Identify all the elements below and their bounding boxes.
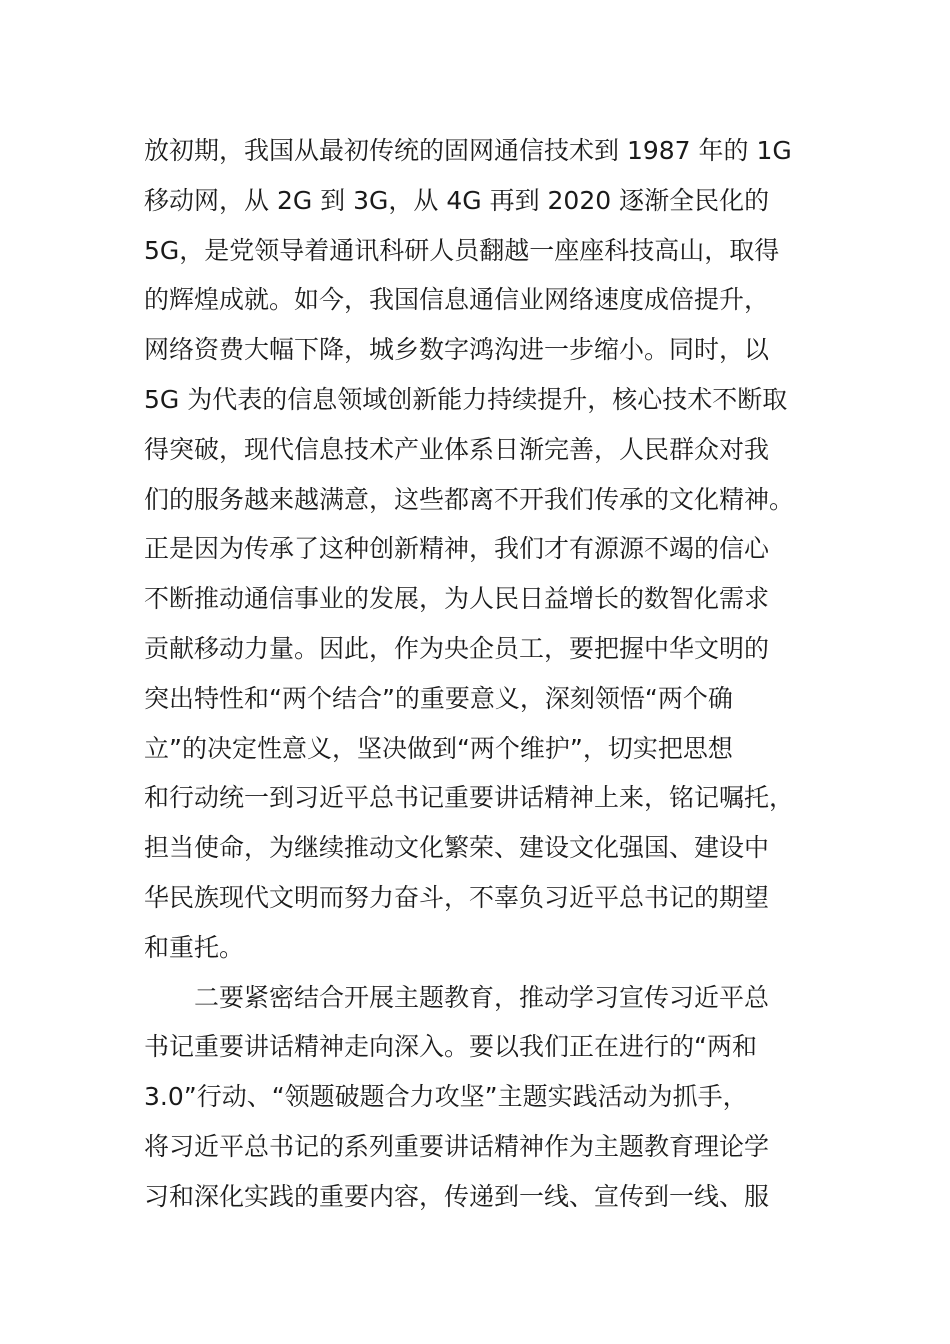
text-line: 突出特性和“两个结合”的重要意义，深刻领悟“两个确 — [144, 683, 733, 713]
text-line: 习和深化实践的重要内容，传递到一线、宣传到一线、服 — [144, 1181, 770, 1211]
text-line: 二要紧密结合开展主题教育，推动学习宣传习近平总 — [144, 982, 770, 1012]
text-line: 5G 为代表的信息领域创新能力持续提升，核心技术不断取 — [144, 384, 788, 414]
text-line: 书记重要讲话精神走向深入。要以我们正在进行的“两和 — [144, 1032, 757, 1062]
text-line: 和重托。 — [144, 932, 245, 962]
text-line: 得突破，现代信息技术产业体系日渐完善，人民群众对我 — [144, 434, 770, 464]
text-line: 们的服务越来越满意，这些都离不开我们传承的文化精神。 — [144, 484, 795, 514]
text-line: 放初期，我国从最初传统的固网通信技术到 1987 年的 1G — [144, 136, 792, 165]
text-line: 华民族现代文明而努力奋斗，不辜负习近平总书记的期望 — [144, 882, 770, 912]
text-line: 贡献移动力量。因此，作为央企员工，要把握中华文明的 — [144, 633, 770, 663]
text-line: 和行动统一到习近平总书记重要讲话精神上来，铭记嘱托， — [144, 783, 795, 813]
text-line: 的辉煌成就。如今，我国信息通信业网络速度成倍提升， — [144, 285, 770, 315]
text-line: 移动网，从 2G 到 3G，从 4G 再到 2020 逐渐全民化的 — [144, 185, 770, 215]
text-line: 担当使命，为继续推动文化繁荣、建设文化强国、建设中 — [144, 833, 770, 863]
body-text — [144, 126, 824, 1222]
text-line: 立”的决定性意义，坚决做到“两个维护”，切实把思想 — [144, 733, 733, 763]
text-line: 不断推动通信事业的发展，为人民日益增长的数智化需求 — [144, 584, 770, 614]
text-line: 3.0”行动、“领题破题合力攻坚”主题实践活动为抓手， — [144, 1082, 748, 1112]
text-line: 将习近平总书记的系列重要讲话精神作为主题教育理论学 — [144, 1131, 770, 1161]
text-line: 5G，是党领导着通讯科研人员翻越一座座科技高山，取得 — [144, 235, 780, 265]
text-line: 网络资费大幅下降，城乡数字鸿沟进一步缩小。同时，以 — [144, 335, 770, 365]
text-line: 正是因为传承了这种创新精神，我们才有源源不竭的信心 — [144, 534, 770, 564]
